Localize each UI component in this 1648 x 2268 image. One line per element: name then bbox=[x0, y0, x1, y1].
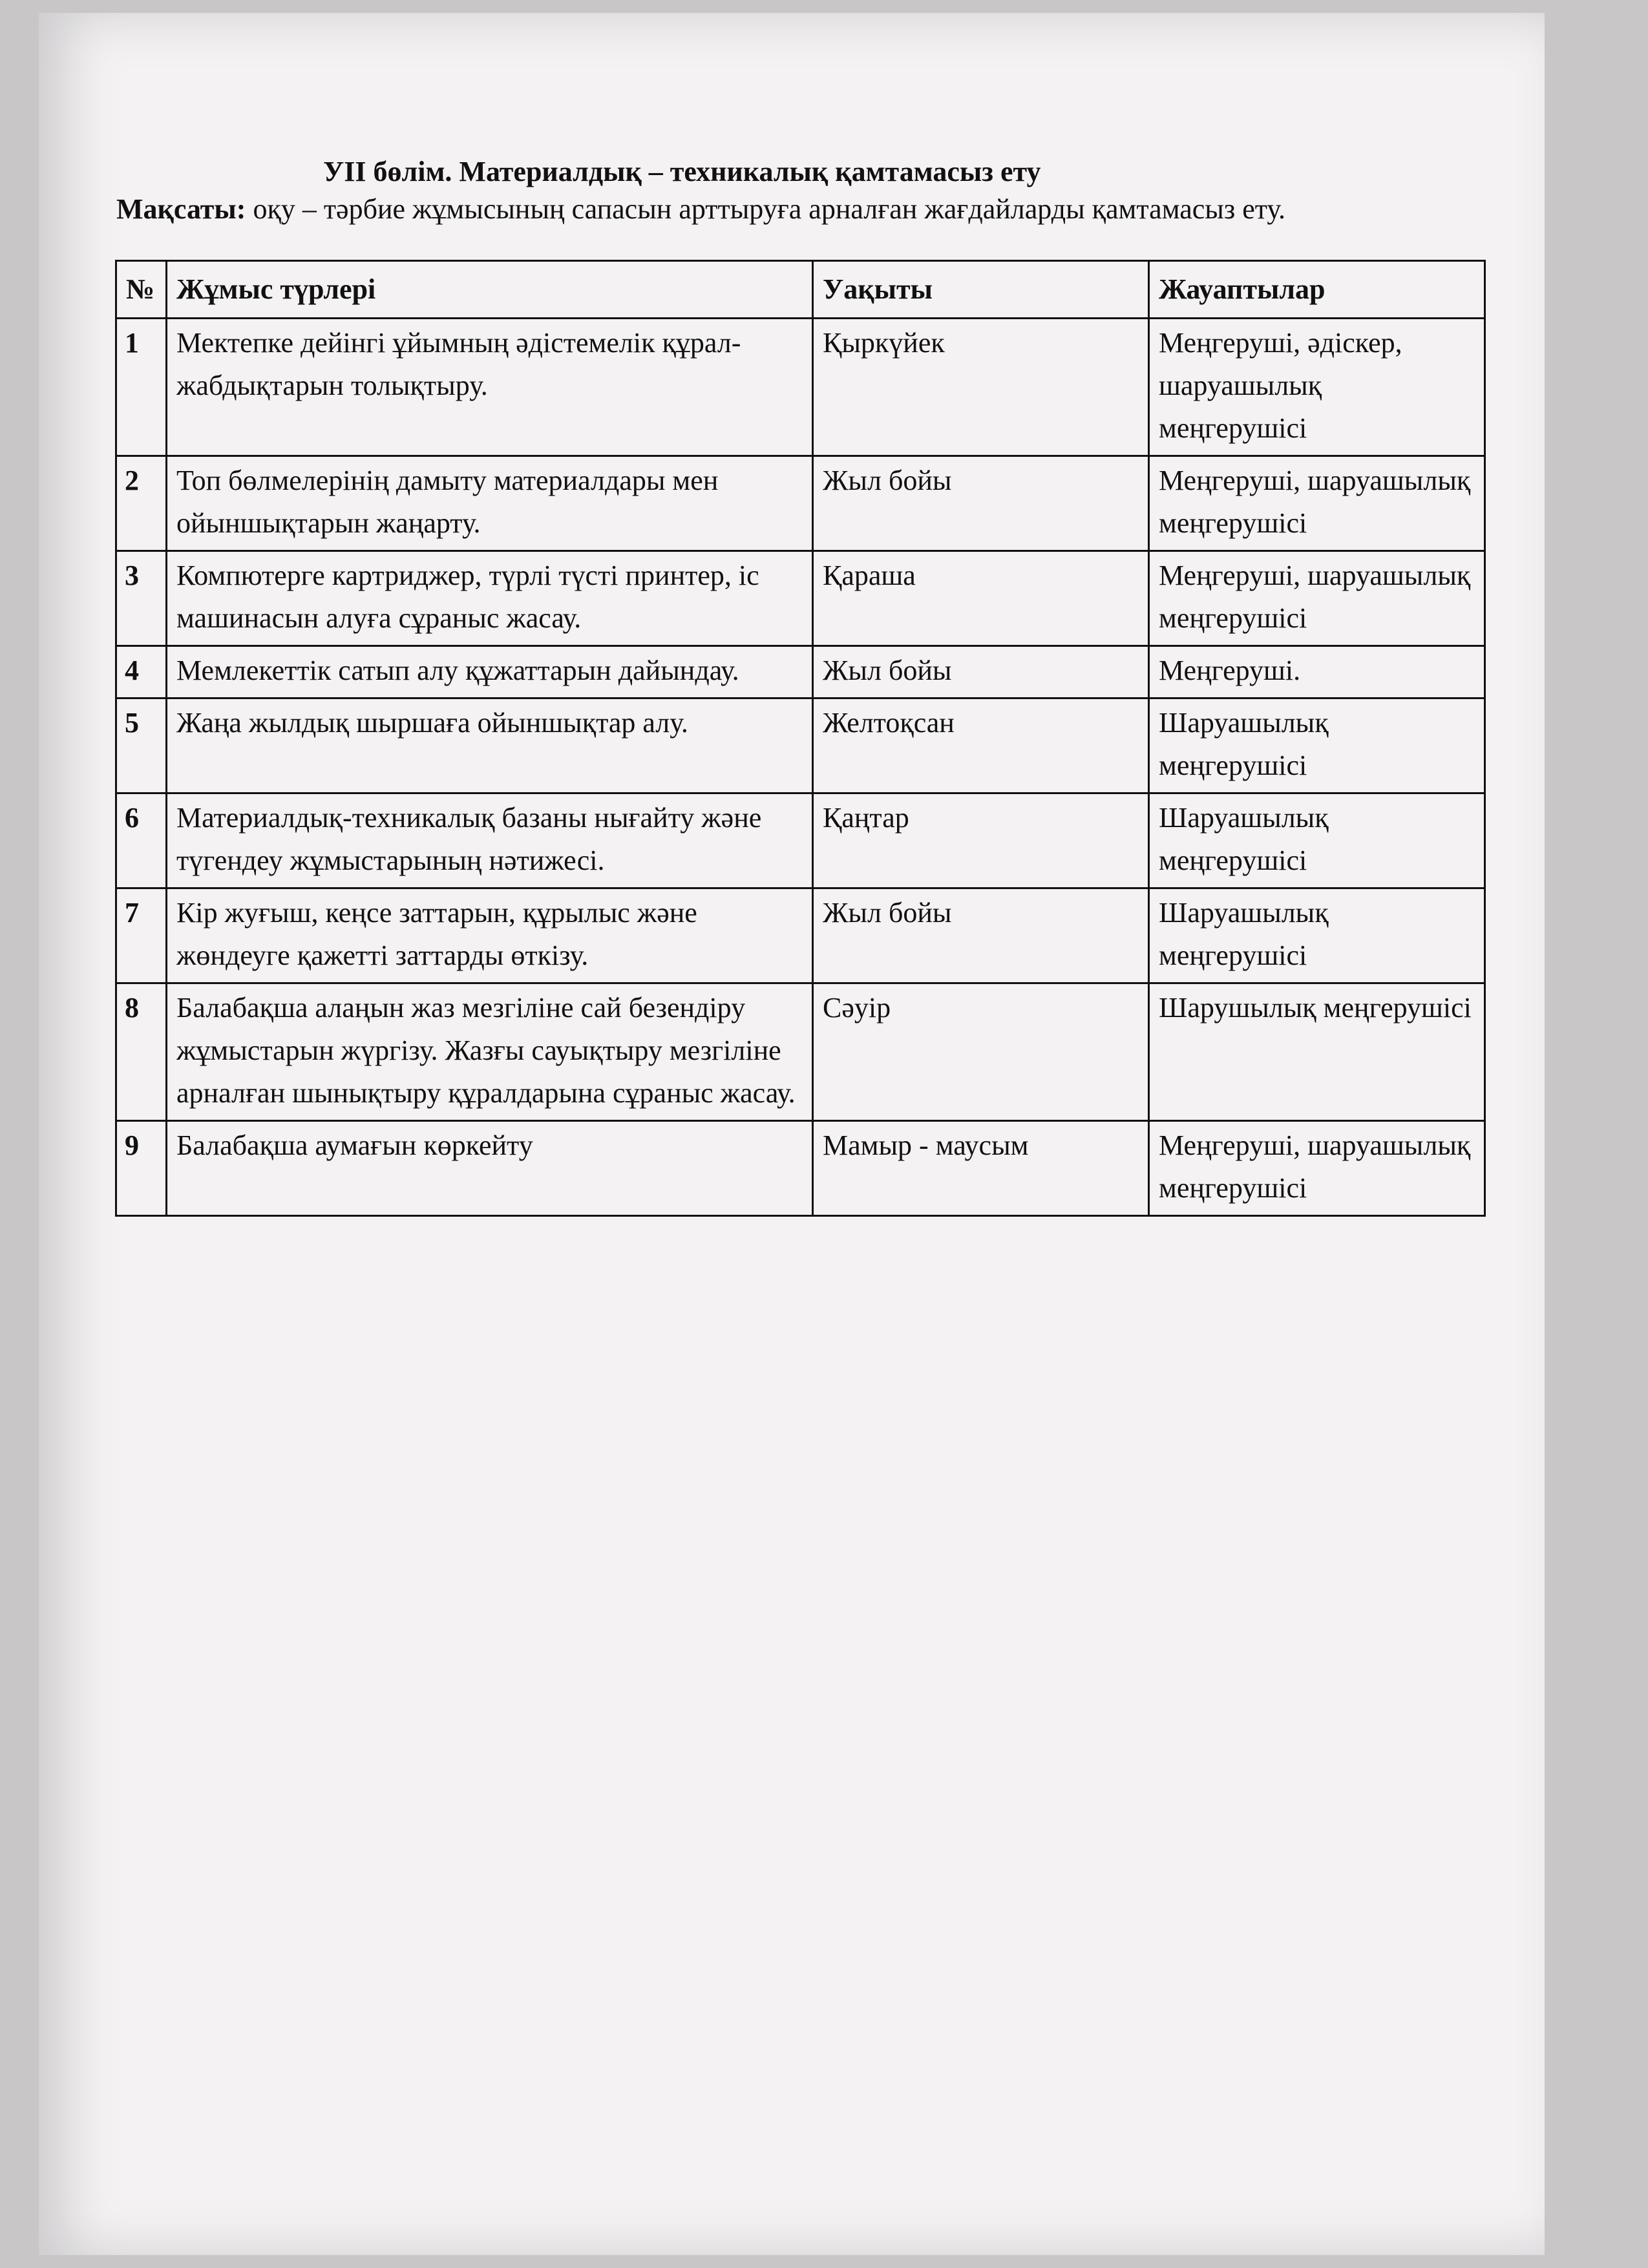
section-title: УІІ бөлім. Материалдық – техникалық қамтамасыз ету bbox=[323, 156, 1041, 187]
row-time: Сәуір bbox=[813, 983, 1149, 1121]
row-work: Топ бөлмелерінің дамыту материалдары мен ойыншықтарын жаңарту. bbox=[167, 456, 813, 551]
row-responsible: Меңгеруші, шаруашылық меңгерушісі bbox=[1149, 1121, 1485, 1216]
row-number: 8 bbox=[116, 983, 167, 1121]
row-number: 4 bbox=[116, 646, 167, 698]
row-number: 3 bbox=[116, 551, 167, 646]
row-work: Кір жуғыш, кеңсе заттарын, құрылыс және жөндеуге қажетті заттарды өткізу. bbox=[167, 888, 813, 983]
row-responsible: Меңгеруші, шаруашылық меңгерушісі bbox=[1149, 551, 1485, 646]
row-work: Жаңа жылдық шыршаға ойыншықтар алу. bbox=[167, 698, 813, 793]
row-time: Жыл бойы bbox=[813, 646, 1149, 698]
row-number: 5 bbox=[116, 698, 167, 793]
goal-text: оқу – тәрбие жұмысының сапасын арттыруға арналған жағдайларды қамтамасыз ету. bbox=[246, 193, 1286, 225]
table-row bbox=[116, 319, 1485, 456]
row-responsible: Шарушылық меңгерушісі bbox=[1149, 983, 1485, 1121]
table-row bbox=[116, 793, 1485, 888]
row-work: Мектепке дейінгі ұйымның әдістемелік құрал-жабдықтарын толықтыру. bbox=[167, 319, 813, 456]
header-number: № bbox=[116, 261, 167, 319]
row-responsible: Шаруашылық меңгерушісі bbox=[1149, 888, 1485, 983]
header-responsible: Жауаптылар bbox=[1149, 261, 1485, 319]
row-work: Материалдық-техникалық базаны нығайту және түгендеу жұмыстарының нәтижесі. bbox=[167, 793, 813, 888]
row-responsible: Шаруашылық меңгерушісі bbox=[1149, 793, 1485, 888]
row-time: Желтоқсан bbox=[813, 698, 1149, 793]
row-work: Компютерге картриджер, түрлі түсті принтер, іс машинасын алуға сұраныс жасау. bbox=[167, 551, 813, 646]
row-responsible: Шаруашылық меңгерушісі bbox=[1149, 698, 1485, 793]
row-time: Қараша bbox=[813, 551, 1149, 646]
row-time: Жыл бойы bbox=[813, 456, 1149, 551]
table-row bbox=[116, 551, 1485, 646]
table-row bbox=[116, 698, 1485, 793]
row-number: 6 bbox=[116, 793, 167, 888]
row-time: Мамыр - маусым bbox=[813, 1121, 1149, 1216]
table-row bbox=[116, 456, 1485, 551]
table-row bbox=[116, 646, 1485, 698]
row-time: Қаңтар bbox=[813, 793, 1149, 888]
table-row bbox=[116, 983, 1485, 1121]
plan-table bbox=[115, 260, 1486, 1217]
row-work: Мемлекеттік сатып алу құжаттарын дайындау. bbox=[167, 646, 813, 698]
row-number: 1 bbox=[116, 319, 167, 456]
row-work: Балабақша алаңын жаз мезгіліне сай безендіру жұмыстарын жүргізу. Жазғы сауықтыру мезгіліне арналған шынықтыру құралдарына сұраныс жасау. bbox=[167, 983, 813, 1121]
row-responsible: Меңгеруші. bbox=[1149, 646, 1485, 698]
row-time: Жыл бойы bbox=[813, 888, 1149, 983]
row-number: 7 bbox=[116, 888, 167, 983]
goal-label: Мақсаты: bbox=[116, 193, 246, 225]
row-work: Балабақша аумағын көркейту bbox=[167, 1121, 813, 1216]
row-time: Қыркүйек bbox=[813, 319, 1149, 456]
row-number: 2 bbox=[116, 456, 167, 551]
row-number: 9 bbox=[116, 1121, 167, 1216]
header-work: Жұмыс түрлері bbox=[167, 261, 813, 319]
header-time: Уақыты bbox=[813, 261, 1149, 319]
table-row bbox=[116, 888, 1485, 983]
goal-line bbox=[116, 193, 1474, 226]
row-responsible: Меңгеруші, әдіскер, шаруашылық меңгерушісі bbox=[1149, 319, 1485, 456]
row-responsible: Меңгеруші, шаруашылық меңгерушісі bbox=[1149, 456, 1485, 551]
table-header-row bbox=[116, 261, 1485, 319]
table-row bbox=[116, 1121, 1485, 1216]
